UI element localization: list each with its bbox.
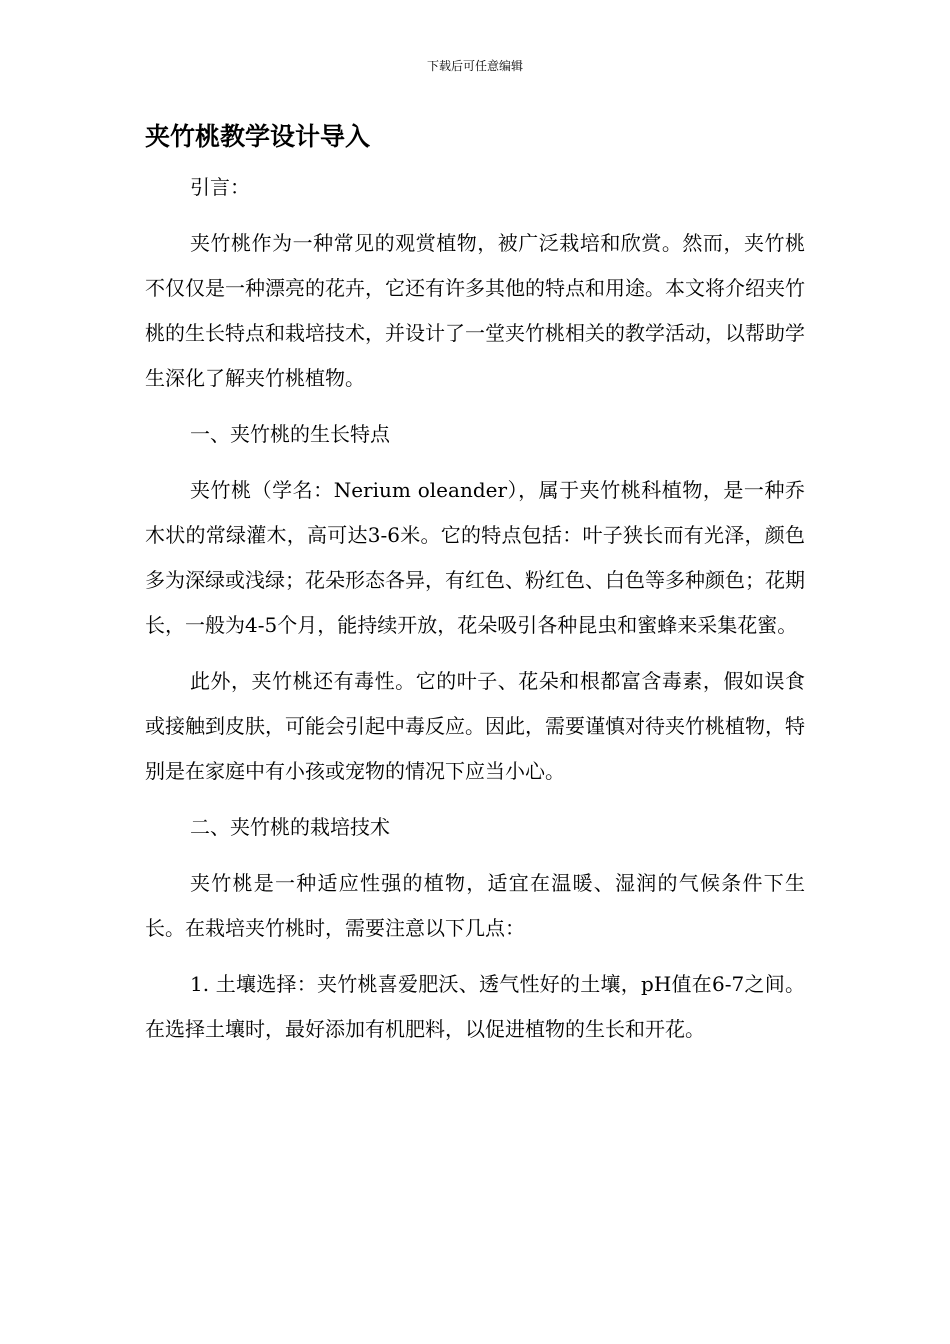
paragraph-toxicity: 此外，夹竹桃还有毒性。它的叶子、花朵和根都富含毒素，假如误食或接触到皮肤，可能会引起中毒反应。因此，需要谨慎对待夹竹桃植物，特别是在家庭中有小孩或宠物的情况下应当小心。 [145, 669, 805, 783]
section-heading-growth: 一、夹竹桃的生长特点 [190, 422, 390, 446]
paragraph-growth: 夹竹桃（学名：Nerium oleander），属于夹竹桃科植物，是一种乔木状的常绿灌木，高可达3-6米。它的特点包括：叶子狭长而有光泽，颜色多为深绿或浅绿；花朵形态各异，有红色、粉红色、白色等多种颜色；花期长，一般为4-5个月，能持续开放，花朵吸引各种昆虫和蜜蜂来采集花蜜。 [145, 478, 805, 637]
paragraph-cultivation: 夹竹桃是一种适应性强的植物，适宜在温暖、湿润的气候条件下生长。在栽培夹竹桃时，需要注意以下几点： [145, 871, 805, 940]
header-note: 下载后可任意编辑 [426, 59, 523, 73]
paragraph-intro-label: 引言： [190, 175, 250, 199]
paragraph-soil: 1. 土壤选择：夹竹桃喜爱肥沃、透气性好的土壤，pH值在6-7之间。在选择土壤时，最好添加有机肥料，以促进植物的生长和开花。 [145, 972, 805, 1041]
section-heading-cultivation: 二、夹竹桃的栽培技术 [190, 815, 390, 839]
document-title: 夹竹桃教学设计导入 [145, 122, 371, 151]
paragraph-intro: 夹竹桃作为一种常见的观赏植物，被广泛栽培和欣赏。然而，夹竹桃不仅仅是一种漂亮的花卉，它还有许多其他的特点和用途。本文将介绍夹竹桃的生长特点和栽培技术，并设计了一堂夹竹桃相关的教学活动，以帮助学生深化了解夹竹桃植物。 [145, 231, 805, 390]
document-body [145, 165, 805, 1063]
